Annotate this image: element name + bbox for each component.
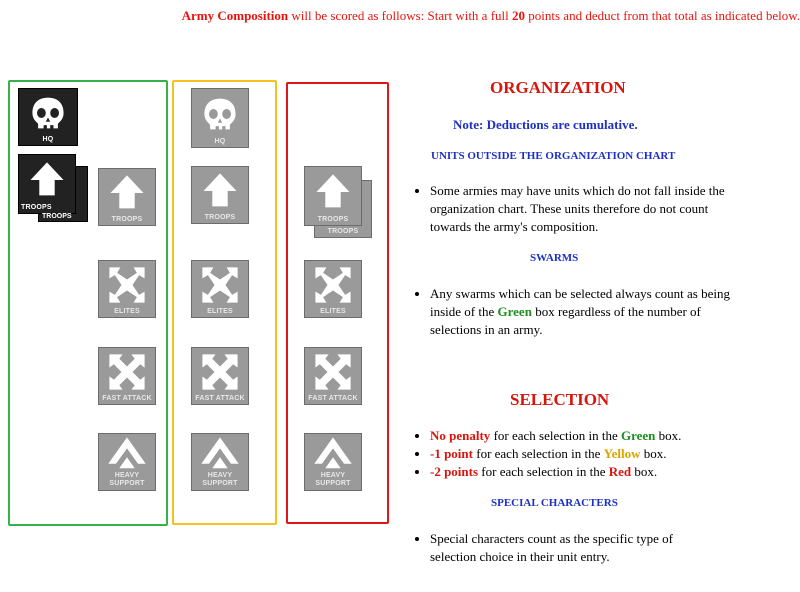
troops-label-red-back: TROOPS bbox=[327, 228, 359, 235]
heavy-support-label-red: HEAVY SUPPORT bbox=[315, 472, 351, 487]
intro-line bbox=[0, 8, 800, 24]
elites-label: ELITES bbox=[114, 308, 140, 315]
units-outside-heading: UNITS OUTSIDE THE ORGANIZATION CHART bbox=[431, 150, 676, 162]
troops-icon bbox=[18, 154, 76, 214]
troops-label-back: TROOPS bbox=[42, 213, 72, 220]
elites-icon-red bbox=[304, 260, 362, 318]
heavy-support-label: HEAVY SUPPORT bbox=[109, 472, 145, 487]
fast-attack-label: FAST ATTACK bbox=[102, 395, 152, 402]
swarms-heading: SWARMS bbox=[530, 252, 579, 264]
special-characters-item: • Special characters count as the specific type of selection choice in their unit entry. bbox=[430, 530, 714, 566]
selection-item-red: • -2 points for each selection in the Red box. bbox=[430, 463, 754, 481]
troops-label: TROOPS bbox=[21, 204, 52, 211]
intro-text-a: will be scored as follows: Start with a full bbox=[288, 8, 513, 23]
heavy-support-icon-yellow bbox=[191, 433, 249, 491]
troops-label-yellow: TROOPS bbox=[204, 214, 236, 221]
troops-icon-yellow bbox=[191, 166, 249, 224]
hq-label: HQ bbox=[42, 136, 54, 143]
fast-attack-icon-yellow bbox=[191, 347, 249, 405]
hq-label-yellow: HQ bbox=[214, 138, 226, 145]
deductions-note: Note: Deductions are cumulative. bbox=[453, 117, 638, 132]
swarms-text bbox=[414, 285, 734, 339]
heavy-support-icon bbox=[98, 433, 156, 491]
swarms-green-word: Green bbox=[497, 304, 532, 319]
selection-list bbox=[414, 427, 754, 481]
heavy-support-label-yellow: HEAVY SUPPORT bbox=[202, 472, 238, 487]
selection-title: SELECTION bbox=[510, 390, 610, 409]
units-outside-text bbox=[414, 182, 734, 236]
swarms-item: • Any swarms which can be selected always count as being inside of the Green box regardless of the number of selections in an army. bbox=[430, 285, 734, 339]
troops-label-red: TROOPS bbox=[317, 216, 349, 223]
intro-text-b: points and deduct from that total as indicated below. bbox=[525, 8, 800, 23]
intro-term: Army Composition bbox=[181, 8, 289, 23]
units-outside-item: • Some armies may have units which do not fall inside the organization chart. These units therefore do not count towards the army's composition. bbox=[430, 182, 734, 236]
hq-icon-yellow bbox=[191, 88, 249, 148]
fast-attack-label-red: FAST ATTACK bbox=[308, 395, 358, 402]
heavy-support-icon-red bbox=[304, 433, 362, 491]
troops-label-grey: TROOPS bbox=[111, 216, 143, 223]
elites-label-yellow: ELITES bbox=[207, 308, 233, 315]
elites-icon-yellow bbox=[191, 260, 249, 318]
elites-label-red: ELITES bbox=[320, 308, 346, 315]
hq-icon bbox=[18, 88, 78, 146]
special-characters-heading: SPECIAL CHARACTERS bbox=[491, 497, 618, 509]
troops-icon-red bbox=[304, 166, 362, 226]
intro-points: 20 bbox=[512, 8, 526, 23]
fast-attack-label-yellow: FAST ATTACK bbox=[195, 395, 245, 402]
fast-attack-icon bbox=[98, 347, 156, 405]
organization-title: ORGANIZATION bbox=[490, 78, 626, 97]
selection-item-green: • No penalty for each selection in the Green box. bbox=[430, 427, 754, 445]
elites-icon bbox=[98, 260, 156, 318]
troops-icon-grey bbox=[98, 168, 156, 226]
special-characters-text bbox=[414, 530, 714, 566]
fast-attack-icon-red bbox=[304, 347, 362, 405]
selection-item-yellow: • -1 point for each selection in the Yellow box. bbox=[430, 445, 754, 463]
